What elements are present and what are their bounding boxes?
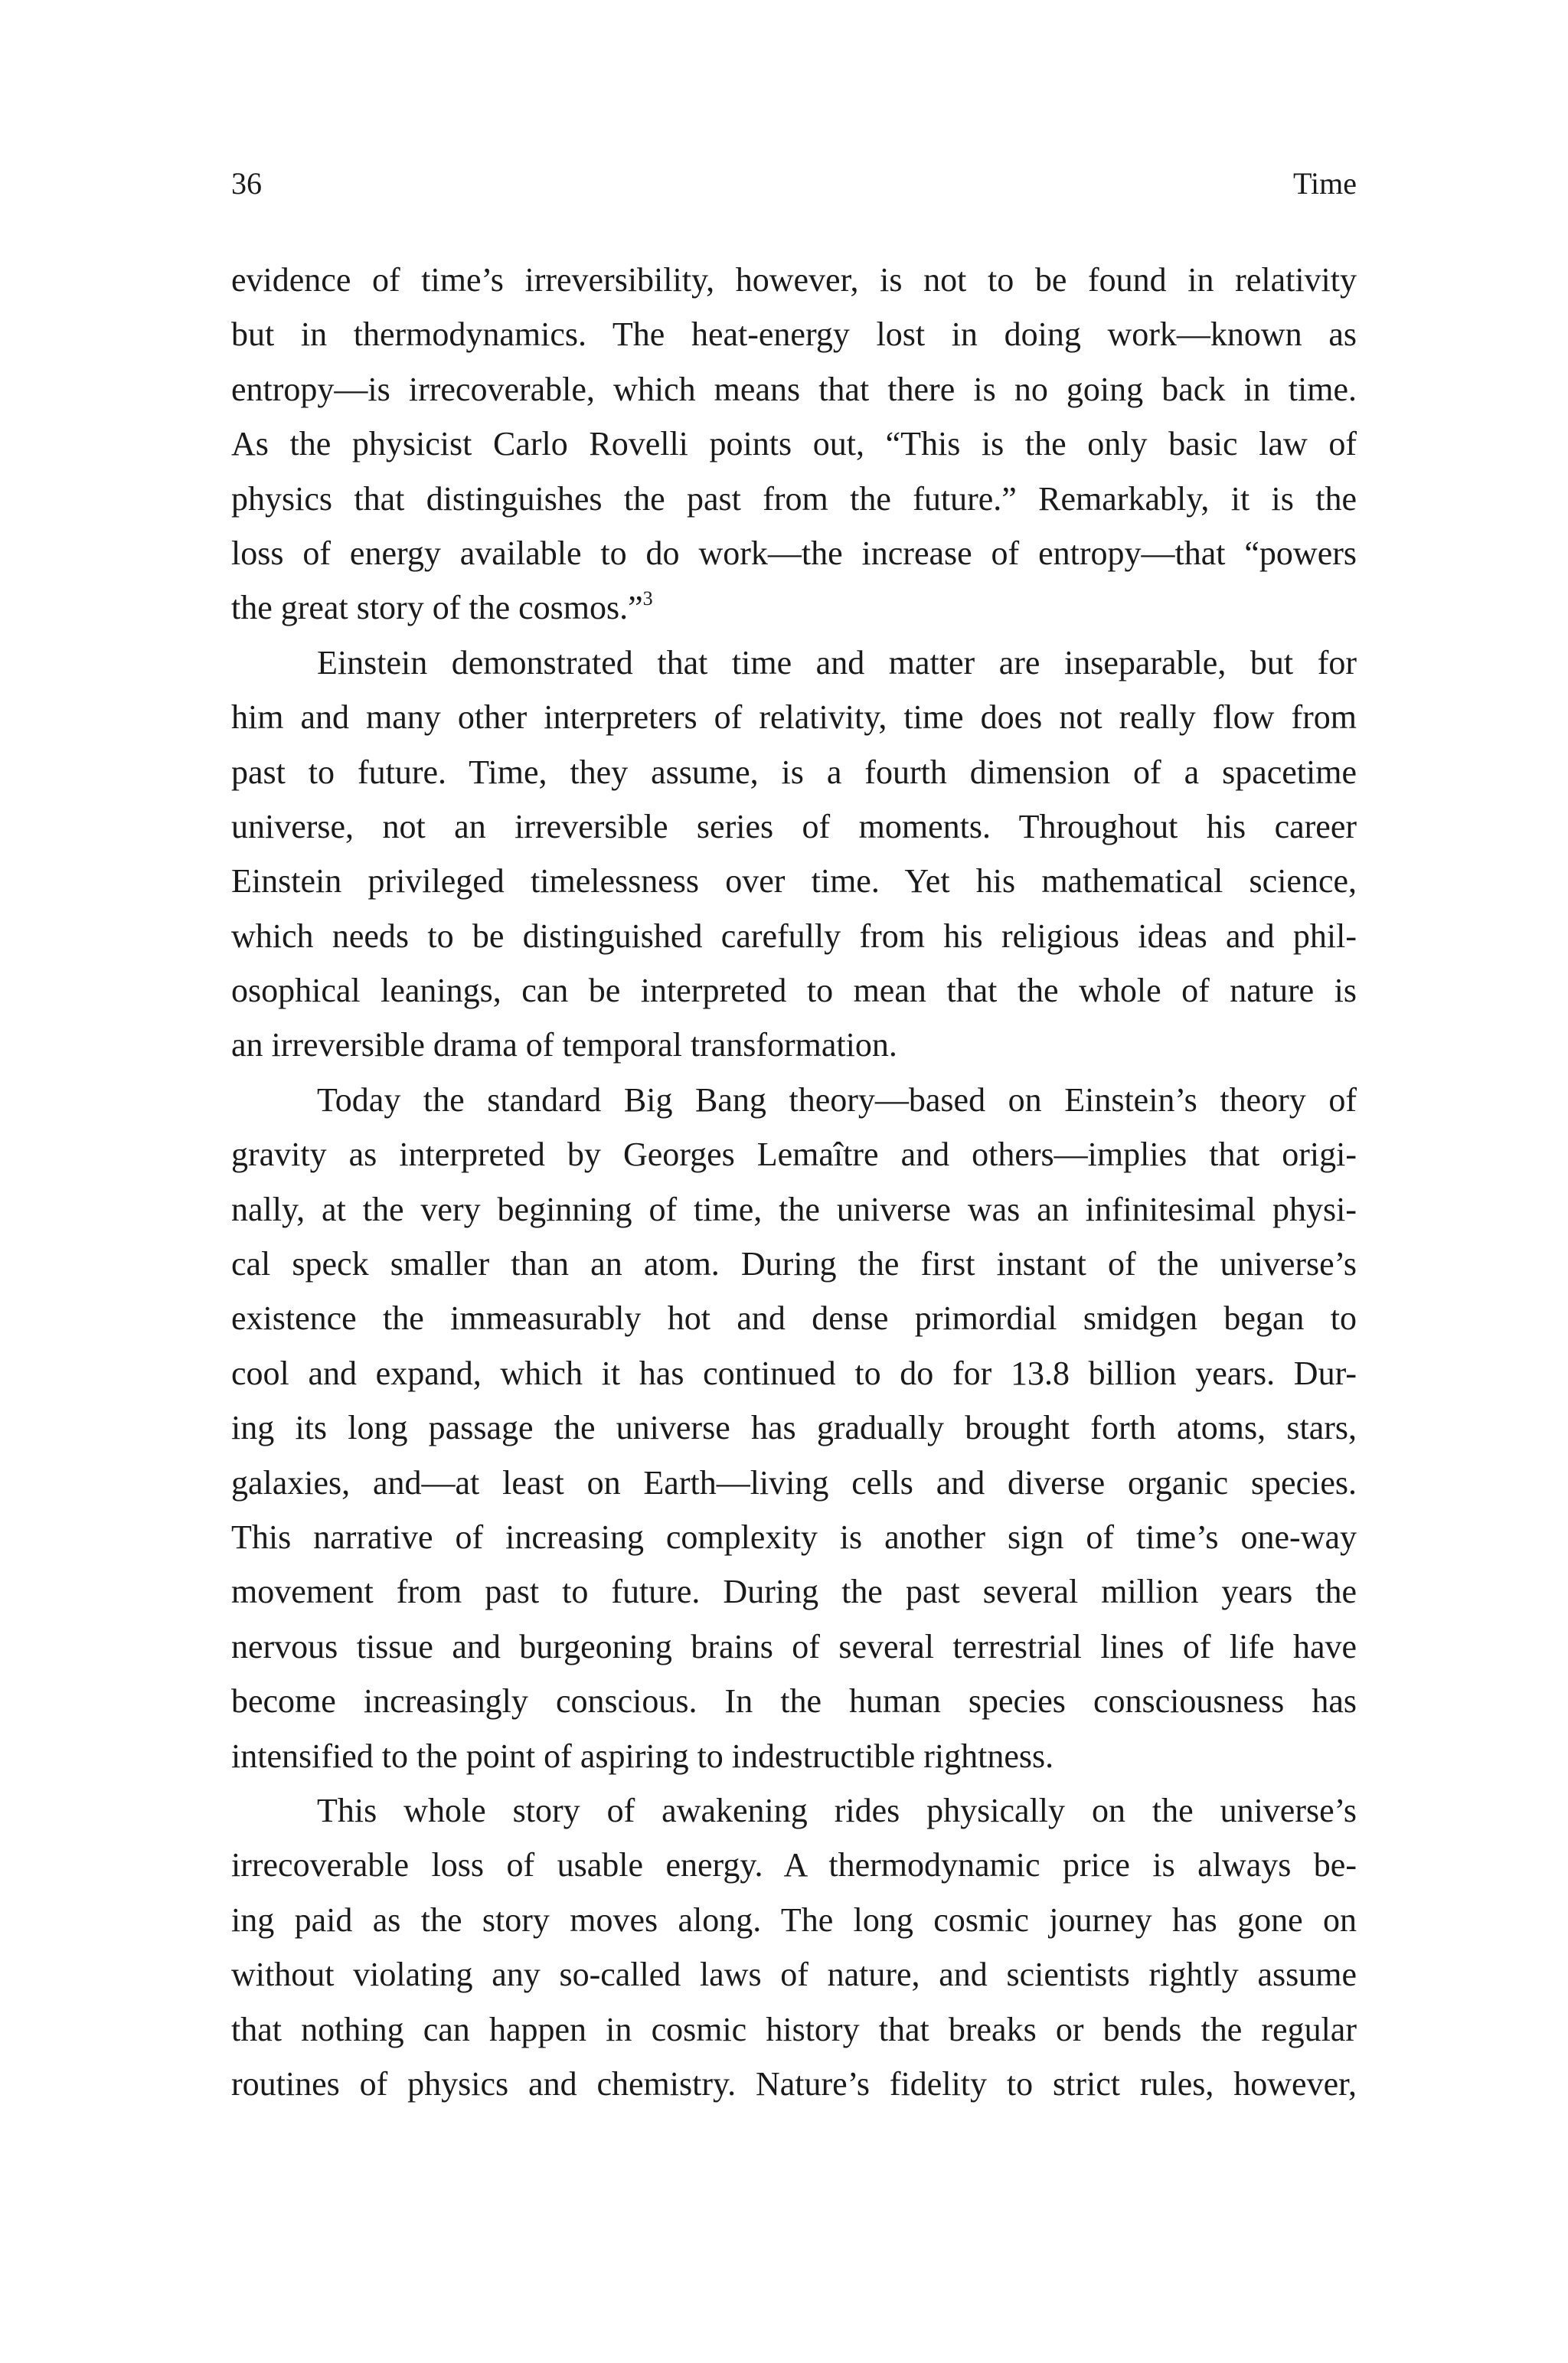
text-line: but in thermodynamics. The heat-energy lost in doing work—known as (231, 315, 1357, 354)
text-line: osophical leanings, can be interpreted to mean that the whole of nature is (231, 972, 1357, 1010)
text-line: This narrative of increasing complexity is another sign of time’s one-way (231, 1518, 1357, 1556)
text-line: irrecoverable loss of usable energy. A thermodynamic price is always be- (231, 1846, 1357, 1884)
text-line: without violating any so-called laws of nature, and scientists rightly assume (231, 1956, 1357, 1994)
text-line: nervous tissue and burgeoning brains of several terrestrial lines of life have (231, 1627, 1357, 1665)
text-line: which needs to be distinguished carefully from his religious ideas and phil- (231, 917, 1357, 955)
body-text (231, 253, 1357, 2111)
text-line: evidence of time’s irreversibility, however, is not to be found in relativity (231, 261, 1357, 299)
text-line: Einstein demonstrated that time and matter are inseparable, but for (317, 643, 1357, 681)
text-line: routines of physics and chemistry. Nature’s fidelity to strict rules, however, (231, 2064, 1357, 2103)
text-line: loss of energy available to do work—the increase of entropy—that “powers (231, 534, 1357, 572)
text-line: entropy—is irrecoverable, which means that there is no going back in time. (231, 370, 1357, 408)
text-line: become increasingly conscious. In the human species consciousness has (231, 1682, 1357, 1721)
text-line: past to future. Time, they assume, is a fourth dimension of a spacetime (231, 753, 1357, 791)
footnote-reference[interactable]: 3 (642, 587, 653, 610)
text-line: movement from past to future. During the past several million years the (231, 1573, 1357, 1611)
page-number: 36 (231, 166, 262, 201)
text-line: that nothing can happen in cosmic history that breaks or bends the regular (231, 2010, 1357, 2048)
text-line: an irreversible drama of temporal transformation. (231, 1026, 897, 1064)
text-line: Today the standard Big Bang theory—based on Einstein’s theory of (317, 1080, 1357, 1119)
text-line: him and many other interpreters of relativity, time does not really flow from (231, 698, 1357, 737)
text-line: nally, at the very beginning of time, the universe was an infinitesimal physi- (231, 1190, 1357, 1228)
text-line: universe, not an irreversible series of moments. Throughout his career (231, 807, 1357, 845)
text-line: cool and expand, which it has continued to do for 13.8 billion years. Dur- (231, 1354, 1357, 1392)
text-line-content: the great story of the cosmos.” (231, 589, 643, 627)
text-line: intensified to the point of aspiring to indestructible rightness. (231, 1737, 1054, 1775)
text-line: galaxies, and—at least on Earth—living cells and diverse organic species. (231, 1463, 1357, 1502)
chapter-title: Time (1292, 166, 1357, 201)
text-line: Einstein privileged timelessness over time. Yet his mathematical science, (231, 862, 1357, 900)
text-line: As the physicist Carlo Rovelli points out, “This is the only basic law of (231, 425, 1357, 463)
text-line: cal speck smaller than an atom. During the first instant of the universe’s (231, 1245, 1357, 1283)
text-line: ing paid as the story moves along. The long cosmic journey has gone on (231, 1901, 1357, 1939)
text-line: physics that distinguishes the past from the future.” Remarkably, it is the (231, 479, 1357, 518)
text-line (231, 580, 1357, 635)
text-line: This whole story of awakening rides physically on the universe’s (317, 1791, 1357, 1829)
running-head (231, 161, 1357, 207)
text-line: ing its long passage the universe has gradually brought forth atoms, stars, (231, 1409, 1357, 1447)
text-line: gravity as interpreted by Georges Lemaître and others—implies that origi- (231, 1136, 1357, 1174)
text-line: existence the immeasurably hot and dense primordial smidgen began to (231, 1299, 1357, 1338)
